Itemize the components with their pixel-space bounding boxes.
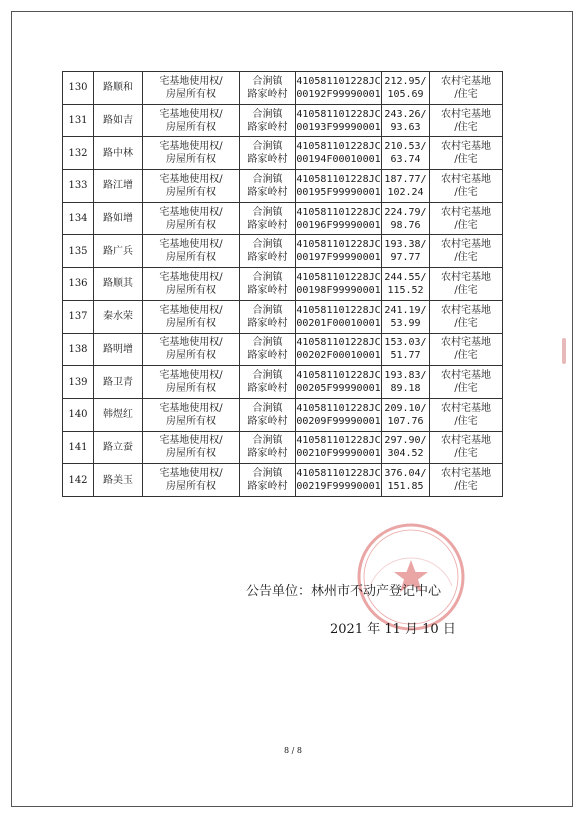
cell-right-type (143, 431, 240, 464)
cell-right-type (143, 268, 240, 301)
cell-usage-line: /住宅 (454, 219, 478, 231)
cell-property-code-line: 410581101228JC (296, 435, 381, 447)
cell-right-type-line: 房屋所有权 (166, 448, 216, 460)
cell-property-code-line: 00202F00010001 (296, 350, 381, 362)
cell-area-line: 209.10/ (384, 402, 427, 414)
seal-edge-mark (562, 338, 566, 364)
cell-usage-line: 农村宅基地 (441, 468, 491, 480)
cell-usage-line: 农村宅基地 (441, 239, 491, 251)
table-row (63, 300, 503, 333)
cell-location-line: 路家岭村 (247, 383, 288, 395)
cell-area (382, 268, 430, 301)
cell-area-line: 98.76 (390, 219, 421, 231)
cell-location (240, 235, 296, 268)
cell-area-line: 107.76 (387, 415, 424, 427)
cell-location-line: 合涧镇 (252, 337, 283, 349)
cell-location-line: 路家岭村 (247, 481, 288, 493)
cell-usage-line: 农村宅基地 (441, 337, 491, 349)
cell-area-line: 93.63 (390, 121, 421, 133)
table-row (63, 431, 503, 464)
cell-usage-line: 农村宅基地 (441, 108, 491, 120)
cell-property-code-line: 410581101228JC (296, 173, 381, 185)
cell-location-line: 合涧镇 (252, 370, 283, 382)
cell-right-type (143, 464, 240, 497)
cell-owner-name: 路如增 (94, 202, 143, 235)
cell-usage (430, 300, 503, 333)
cell-location (240, 366, 296, 399)
cell-location-line: 合涧镇 (252, 304, 283, 316)
cell-property-code-line: 410581101228JC (296, 239, 381, 251)
cell-number: 140 (63, 398, 94, 431)
cell-area-line: 53.99 (390, 317, 421, 329)
cell-usage (430, 104, 503, 137)
cell-right-type-line: 房屋所有权 (166, 284, 216, 296)
cell-right-type-line: 房屋所有权 (166, 415, 216, 427)
cell-usage-line: 农村宅基地 (441, 370, 491, 382)
cell-property-code (296, 333, 382, 366)
cell-number: 138 (63, 333, 94, 366)
cell-location-line: 合涧镇 (252, 173, 283, 185)
cell-area-line: 224.79/ (384, 206, 427, 218)
cell-right-type (143, 137, 240, 170)
cell-right-type (143, 235, 240, 268)
cell-location (240, 104, 296, 137)
cell-property-code (296, 104, 382, 137)
cell-owner-name: 路广兵 (94, 235, 143, 268)
cell-location (240, 398, 296, 431)
cell-property-code (296, 268, 382, 301)
cell-owner-name: 路顺和 (94, 72, 143, 105)
cell-usage-line: /住宅 (454, 415, 478, 427)
cell-usage (430, 464, 503, 497)
cell-property-code-line: 410581101228JC (296, 304, 381, 316)
cell-property-code (296, 202, 382, 235)
cell-area (382, 137, 430, 170)
cell-property-code (296, 300, 382, 333)
cell-location-line: 合涧镇 (252, 468, 283, 480)
cell-usage (430, 137, 503, 170)
cell-right-type-line: 宅基地使用权/ (159, 173, 223, 185)
cell-location-line: 路家岭村 (247, 186, 288, 198)
table-row (63, 202, 503, 235)
cell-owner-name: 路顺其 (94, 268, 143, 301)
cell-usage-line: 农村宅基地 (441, 304, 491, 316)
table-row (63, 464, 503, 497)
cell-usage (430, 72, 503, 105)
cell-right-type-line: 房屋所有权 (166, 317, 216, 329)
cell-location (240, 333, 296, 366)
cell-owner-name: 路卫青 (94, 366, 143, 399)
cell-right-type-line: 房屋所有权 (166, 88, 216, 100)
cell-right-type-line: 房屋所有权 (166, 154, 216, 166)
cell-usage (430, 268, 503, 301)
cell-right-type-line: 房屋所有权 (166, 350, 216, 362)
cell-property-code (296, 137, 382, 170)
cell-usage-line: /住宅 (454, 317, 478, 329)
cell-number: 135 (63, 235, 94, 268)
cell-usage-line: 农村宅基地 (441, 206, 491, 218)
cell-number: 133 (63, 170, 94, 203)
cell-usage-line: 农村宅基地 (441, 75, 491, 87)
cell-right-type-line: 房屋所有权 (166, 252, 216, 264)
cell-owner-name: 秦水荣 (94, 300, 143, 333)
cell-number: 141 (63, 431, 94, 464)
cell-area-line: 187.77/ (384, 173, 427, 185)
cell-location-line: 路家岭村 (247, 448, 288, 460)
cell-location-line: 路家岭村 (247, 252, 288, 264)
seal-graphic (356, 522, 466, 632)
official-seal (356, 522, 466, 632)
cell-right-type-line: 房屋所有权 (166, 186, 216, 198)
cell-location-line: 路家岭村 (247, 317, 288, 329)
cell-right-type-line: 宅基地使用权/ (159, 108, 223, 120)
table-row (63, 137, 503, 170)
cell-property-code-line: 410581101228JC (296, 337, 381, 349)
cell-right-type (143, 300, 240, 333)
cell-property-code-line: 00194F00010001 (296, 154, 381, 166)
cell-location-line: 合涧镇 (252, 206, 283, 218)
cell-property-code-line: 00192F99990001 (296, 88, 381, 100)
cell-right-type (143, 202, 240, 235)
cell-number: 142 (63, 464, 94, 497)
cell-number: 136 (63, 268, 94, 301)
table-row (63, 333, 503, 366)
cell-usage-line: /住宅 (454, 448, 478, 460)
cell-area (382, 300, 430, 333)
cell-location-line: 路家岭村 (247, 121, 288, 133)
cell-area-line: 193.83/ (384, 370, 427, 382)
cell-usage-line: /住宅 (454, 121, 478, 133)
cell-area (382, 202, 430, 235)
cell-property-code (296, 72, 382, 105)
cell-right-type (143, 398, 240, 431)
cell-number: 132 (63, 137, 94, 170)
cell-usage (430, 235, 503, 268)
cell-usage (430, 398, 503, 431)
cell-right-type-line: 宅基地使用权/ (159, 435, 223, 447)
cell-owner-name: 路明增 (94, 333, 143, 366)
cell-area-line: 212.95/ (384, 75, 427, 87)
cell-owner-name: 路立蚕 (94, 431, 143, 464)
cell-usage-line: /住宅 (454, 186, 478, 198)
cell-right-type (143, 333, 240, 366)
cell-owner-name: 路中林 (94, 137, 143, 170)
table-row (63, 72, 503, 105)
cell-area (382, 170, 430, 203)
cell-property-code-line: 00195F99990001 (296, 186, 381, 198)
cell-property-code-line: 410581101228JC (296, 75, 381, 87)
cell-location-line: 合涧镇 (252, 402, 283, 414)
cell-number: 134 (63, 202, 94, 235)
cell-usage-line: 农村宅基地 (441, 402, 491, 414)
cell-number: 130 (63, 72, 94, 105)
cell-location (240, 268, 296, 301)
cell-owner-name: 路江增 (94, 170, 143, 203)
cell-property-code (296, 235, 382, 268)
cell-area (382, 464, 430, 497)
cell-area (382, 431, 430, 464)
cell-area (382, 104, 430, 137)
cell-right-type-line: 房屋所有权 (166, 481, 216, 493)
cell-area-line: 153.03/ (384, 337, 427, 349)
cell-owner-name: 路如吉 (94, 104, 143, 137)
cell-right-type-line: 房屋所有权 (166, 383, 216, 395)
registration-table (62, 71, 503, 497)
cell-area-line: 243.26/ (384, 108, 427, 120)
cell-usage (430, 431, 503, 464)
cell-area-line: 115.52 (387, 284, 424, 296)
cell-area (382, 235, 430, 268)
cell-usage (430, 202, 503, 235)
cell-location-line: 合涧镇 (252, 271, 283, 283)
cell-location (240, 431, 296, 464)
cell-area-line: 151.85 (387, 481, 424, 493)
cell-property-code-line: 00196F99990001 (296, 219, 381, 231)
cell-usage-line: 农村宅基地 (441, 141, 491, 153)
cell-property-code-line: 00210F99990001 (296, 448, 381, 460)
announcing-unit: 公告单位：林州市不动产登记中心 (246, 584, 442, 599)
cell-location-line: 路家岭村 (247, 350, 288, 362)
cell-area-line: 105.69 (387, 88, 424, 100)
cell-property-code-line: 410581101228JC (296, 402, 381, 414)
cell-area-line: 297.90/ (384, 435, 427, 447)
cell-area (382, 366, 430, 399)
table-row (63, 104, 503, 137)
cell-location (240, 300, 296, 333)
cell-property-code-line: 00197F99990001 (296, 252, 381, 264)
cell-owner-name: 韩煜红 (94, 398, 143, 431)
cell-area-line: 210.53/ (384, 141, 427, 153)
cell-area-line: 304.52 (387, 448, 424, 460)
table-row (63, 398, 503, 431)
cell-location-line: 合涧镇 (252, 141, 283, 153)
cell-right-type (143, 366, 240, 399)
table-row (63, 366, 503, 399)
cell-area-line: 241.19/ (384, 304, 427, 316)
cell-area-line: 102.24 (387, 186, 424, 198)
cell-property-code-line: 00193F99990001 (296, 121, 381, 133)
cell-location-line: 合涧镇 (252, 435, 283, 447)
cell-property-code (296, 170, 382, 203)
table-row (63, 268, 503, 301)
cell-property-code-line: 00201F00010001 (296, 317, 381, 329)
cell-usage-line: /住宅 (454, 252, 478, 264)
cell-right-type-line: 宅基地使用权/ (159, 468, 223, 480)
cell-area-line: 51.77 (390, 350, 421, 362)
cell-number: 131 (63, 104, 94, 137)
cell-property-code-line: 410581101228JC (296, 468, 381, 480)
page-number: 8 / 8 (284, 746, 302, 755)
cell-area (382, 398, 430, 431)
cell-usage-line: /住宅 (454, 481, 478, 493)
cell-location-line: 路家岭村 (247, 154, 288, 166)
cell-usage-line: 农村宅基地 (441, 173, 491, 185)
cell-right-type-line: 宅基地使用权/ (159, 304, 223, 316)
table-row (63, 235, 503, 268)
cell-right-type-line: 宅基地使用权/ (159, 370, 223, 382)
cell-usage (430, 170, 503, 203)
cell-property-code-line: 00198F99990001 (296, 284, 381, 296)
cell-usage-line: 农村宅基地 (441, 435, 491, 447)
cell-right-type (143, 170, 240, 203)
cell-location-line: 路家岭村 (247, 284, 288, 296)
cell-property-code-line: 410581101228JC (296, 141, 381, 153)
cell-area-line: 193.38/ (384, 239, 427, 251)
cell-right-type-line: 宅基地使用权/ (159, 75, 223, 87)
cell-location (240, 170, 296, 203)
cell-area-line: 89.18 (390, 383, 421, 395)
cell-property-code (296, 431, 382, 464)
cell-property-code-line: 410581101228JC (296, 206, 381, 218)
cell-right-type-line: 宅基地使用权/ (159, 271, 223, 283)
cell-location-line: 合涧镇 (252, 108, 283, 120)
table-row (63, 170, 503, 203)
cell-area-line: 97.77 (390, 252, 421, 264)
cell-location-line: 路家岭村 (247, 415, 288, 427)
cell-number: 139 (63, 366, 94, 399)
registration-table-body (63, 72, 503, 497)
cell-right-type-line: 宅基地使用权/ (159, 141, 223, 153)
cell-property-code-line: 00205F99990001 (296, 383, 381, 395)
cell-property-code (296, 464, 382, 497)
cell-right-type-line: 宅基地使用权/ (159, 337, 223, 349)
cell-property-code-line: 00209F99990001 (296, 415, 381, 427)
cell-location-line: 合涧镇 (252, 239, 283, 251)
cell-location (240, 464, 296, 497)
cell-right-type-line: 宅基地使用权/ (159, 402, 223, 414)
cell-right-type (143, 72, 240, 105)
cell-usage-line: /住宅 (454, 383, 478, 395)
cell-usage (430, 333, 503, 366)
cell-usage-line: /住宅 (454, 350, 478, 362)
cell-usage-line: /住宅 (454, 88, 478, 100)
cell-property-code (296, 398, 382, 431)
announcement-date: 2021 年 11 月 10 日 (330, 622, 456, 637)
cell-area (382, 333, 430, 366)
cell-location-line: 合涧镇 (252, 75, 283, 87)
cell-usage-line: 农村宅基地 (441, 271, 491, 283)
cell-right-type-line: 房屋所有权 (166, 121, 216, 133)
cell-right-type-line: 房屋所有权 (166, 219, 216, 231)
cell-number: 137 (63, 300, 94, 333)
cell-usage-line: /住宅 (454, 154, 478, 166)
cell-area-line: 63.74 (390, 154, 421, 166)
cell-property-code-line: 410581101228JC (296, 370, 381, 382)
cell-area (382, 72, 430, 105)
cell-right-type-line: 宅基地使用权/ (159, 206, 223, 218)
cell-location (240, 137, 296, 170)
cell-right-type (143, 104, 240, 137)
cell-location (240, 72, 296, 105)
cell-property-code-line: 410581101228JC (296, 108, 381, 120)
cell-area-line: 376.04/ (384, 468, 427, 480)
cell-area-line: 244.55/ (384, 271, 427, 283)
cell-right-type-line: 宅基地使用权/ (159, 239, 223, 251)
cell-owner-name: 路美玉 (94, 464, 143, 497)
cell-property-code-line: 410581101228JC (296, 271, 381, 283)
cell-location-line: 路家岭村 (247, 219, 288, 231)
cell-location-line: 路家岭村 (247, 88, 288, 100)
cell-usage (430, 366, 503, 399)
cell-location (240, 202, 296, 235)
cell-property-code (296, 366, 382, 399)
cell-property-code-line: 00219F99990001 (296, 481, 381, 493)
cell-usage-line: /住宅 (454, 284, 478, 296)
